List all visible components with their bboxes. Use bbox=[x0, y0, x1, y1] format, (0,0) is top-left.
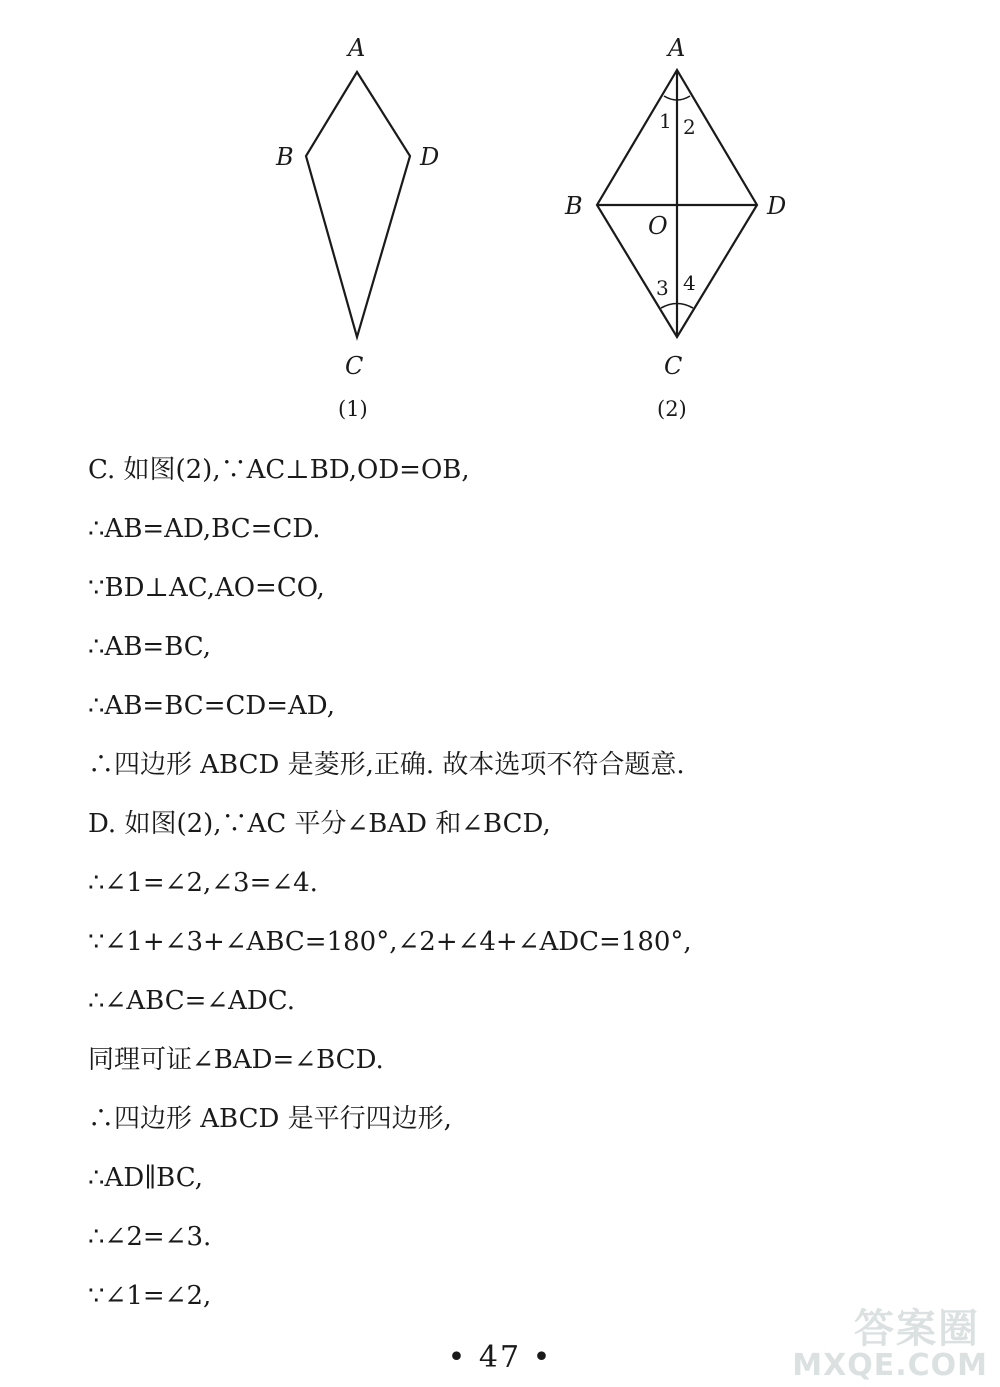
fig2-angle-3: 3 bbox=[656, 276, 669, 300]
text-line: ∴四边形 ABCD 是平行四边形, bbox=[88, 1104, 452, 1134]
watermark-logo: 答案圈 bbox=[854, 1306, 980, 1352]
page-number: • 47 • bbox=[447, 1340, 553, 1375]
text-line: ∵∠1+∠3+∠ABC=180°,∠2+∠4+∠ADC=180°, bbox=[88, 927, 692, 957]
geometry-figures bbox=[0, 0, 1000, 430]
figure-2 bbox=[597, 70, 757, 337]
fig2-angle-4: 4 bbox=[683, 271, 696, 295]
text-line: ∵∠1=∠2, bbox=[88, 1281, 212, 1311]
fig2-label-D: D bbox=[767, 192, 787, 220]
fig2-angle-1: 1 bbox=[659, 109, 672, 133]
fig2-caption: (2) bbox=[657, 397, 687, 421]
fig1-label-C: C bbox=[345, 352, 364, 380]
fig2-angle-2: 2 bbox=[683, 115, 696, 139]
figures-svg bbox=[0, 0, 1000, 430]
watermark bbox=[724, 1297, 994, 1383]
text-line: ∴AB=BC=CD=AD, bbox=[88, 691, 335, 721]
text-line: ∴AD∥BC, bbox=[88, 1163, 203, 1193]
fig1-caption: (1) bbox=[338, 397, 368, 421]
figure-1 bbox=[306, 72, 410, 337]
text-line: ∵BD⊥AC,AO=CO, bbox=[88, 573, 325, 603]
fig2-label-O: O bbox=[648, 212, 668, 240]
text-line: ∴∠1=∠2,∠3=∠4. bbox=[88, 868, 318, 898]
kite-shape bbox=[306, 72, 410, 337]
text-line: ∴四边形 ABCD 是菱形,正确. 故本选项不符合题意. bbox=[88, 750, 685, 780]
solution-text bbox=[88, 446, 968, 1331]
fig2-label-A: A bbox=[668, 34, 686, 62]
text-line: ∴∠2=∠3. bbox=[88, 1222, 212, 1252]
text-line: C. 如图(2),∵AC⊥BD,OD=OB, bbox=[88, 455, 470, 485]
text-line: ∴∠ABC=∠ADC. bbox=[88, 986, 296, 1016]
fig2-label-C: C bbox=[664, 352, 683, 380]
text-line: D. 如图(2),∵AC 平分∠BAD 和∠BCD, bbox=[88, 809, 551, 839]
text-line: 同理可证∠BAD=∠BCD. bbox=[88, 1045, 384, 1075]
fig1-label-A: A bbox=[348, 34, 366, 62]
text-line: ∴AB=BC, bbox=[88, 632, 212, 662]
fig1-label-D: D bbox=[420, 143, 440, 171]
fig2-label-B: B bbox=[565, 192, 583, 220]
watermark-url: MXQE.COM bbox=[792, 1348, 988, 1383]
text-line: ∴AB=AD,BC=CD. bbox=[88, 514, 321, 544]
fig1-label-B: B bbox=[276, 143, 294, 171]
